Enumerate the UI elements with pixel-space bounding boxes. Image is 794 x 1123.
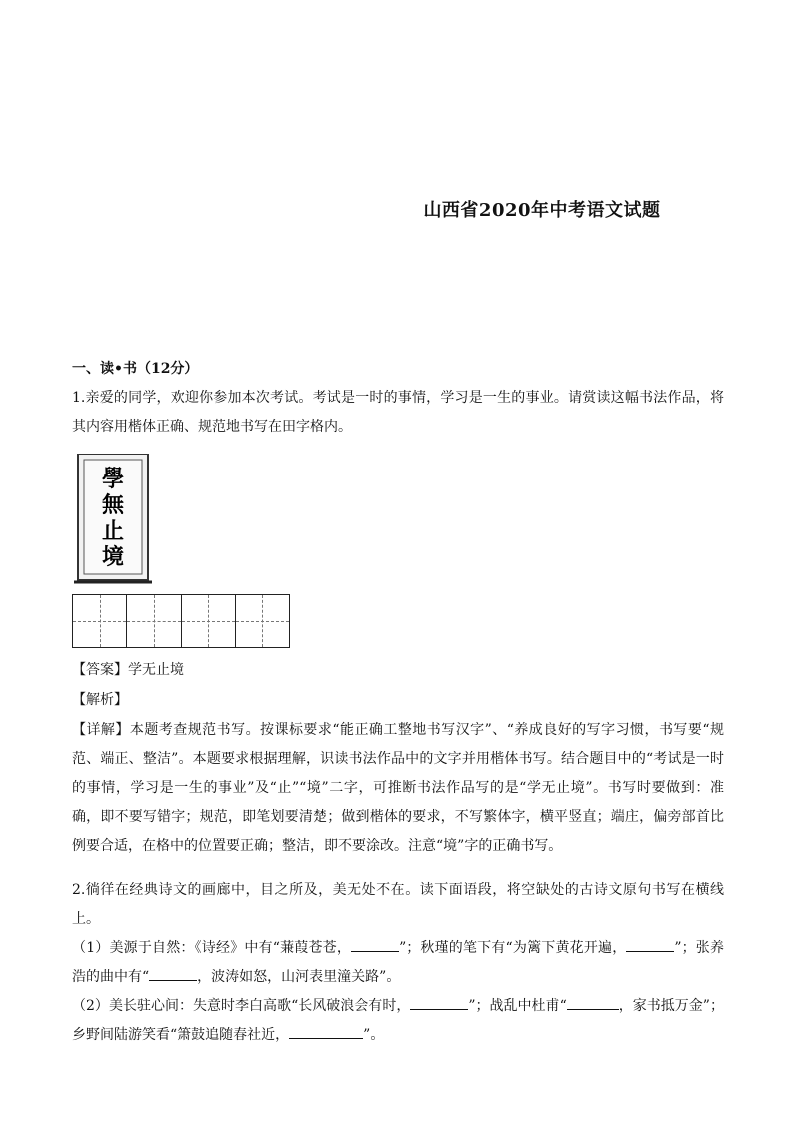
calligraphy-char-3: 止 bbox=[101, 518, 125, 544]
question-2-part-2: （2）美长驻心间：失意时李白高歌“长风破浪会有时， ”；战乱中杜甫“ ，家书抵万金”；乡野间陆游笑看“箫鼓追随春社近， ”。 bbox=[72, 992, 724, 1050]
calligraphy-char-2: 無 bbox=[101, 492, 125, 518]
answer-blank[interactable] bbox=[410, 995, 468, 1010]
question-1: 1.亲爱的同学，欢迎你参加本次考试。考试是一时的事情，学习是一生的事业。请赏读这幅书法作品，将其内容用楷体正确、规范地书写在田字格内。 bbox=[72, 390, 724, 435]
answer-blank[interactable] bbox=[149, 966, 197, 981]
grid-cell[interactable] bbox=[182, 595, 236, 647]
answer-blank[interactable] bbox=[289, 1024, 363, 1039]
grid-cell[interactable] bbox=[127, 595, 181, 647]
page-title: 山西省2020年中考语文试题 bbox=[423, 200, 661, 221]
grid-cell[interactable] bbox=[236, 595, 289, 647]
answer-blank[interactable] bbox=[626, 937, 674, 952]
section-heading: 一、读•书（12分） bbox=[72, 361, 199, 377]
calligraphy-char-1: 學 bbox=[101, 466, 125, 492]
question-2-part-1: （1）美源于自然：《诗经》中有“蒹葭苍苍， ”；秋瑾的笔下有“为篱下黄花开遍， ”；张养浩的曲中有“ ，波涛如怒，山河表里潼关路”。 bbox=[72, 934, 724, 992]
analysis-label: 【解析】 bbox=[72, 692, 128, 708]
answer-blank[interactable] bbox=[567, 995, 619, 1010]
writing-grid[interactable] bbox=[72, 594, 290, 648]
answer-blank[interactable] bbox=[351, 937, 399, 952]
calligraphy-scroll-image bbox=[74, 454, 152, 586]
question-2 bbox=[72, 876, 724, 1050]
calligraphy-char-4: 境 bbox=[101, 544, 125, 570]
question-2-intro: 2.徜徉在经典诗文的画廊中，目之所及，美无处不在。读下面语段，将空缺处的古诗文原句书写在横线上。 bbox=[72, 882, 724, 927]
answer-text: 【答案】学无止境 bbox=[72, 662, 184, 678]
grid-cell[interactable] bbox=[73, 595, 127, 647]
detail-explanation: 【详解】本题考查规范书写。按课标要求“能正确工整地书写汉字”、“养成良好的写字习惯，书写要“规范、端正、整洁”。本题要求根据理解，识读书法作品中的文字并用楷体书写。结合题目中的“考试是一时的事情，学习是一生的事业”及“止”“境”二字，可推断书法作品写的是“学无止境”。书写时要做到：准确，即不要写错字；规范，即笔划要清楚；做到楷体的要求，不写繁体字，横平竖直；端庄，偏旁部首比例要合适，在格中的位置要正确；整洁，即不要涂改。注意“境”字的正确书写。 bbox=[72, 722, 724, 854]
